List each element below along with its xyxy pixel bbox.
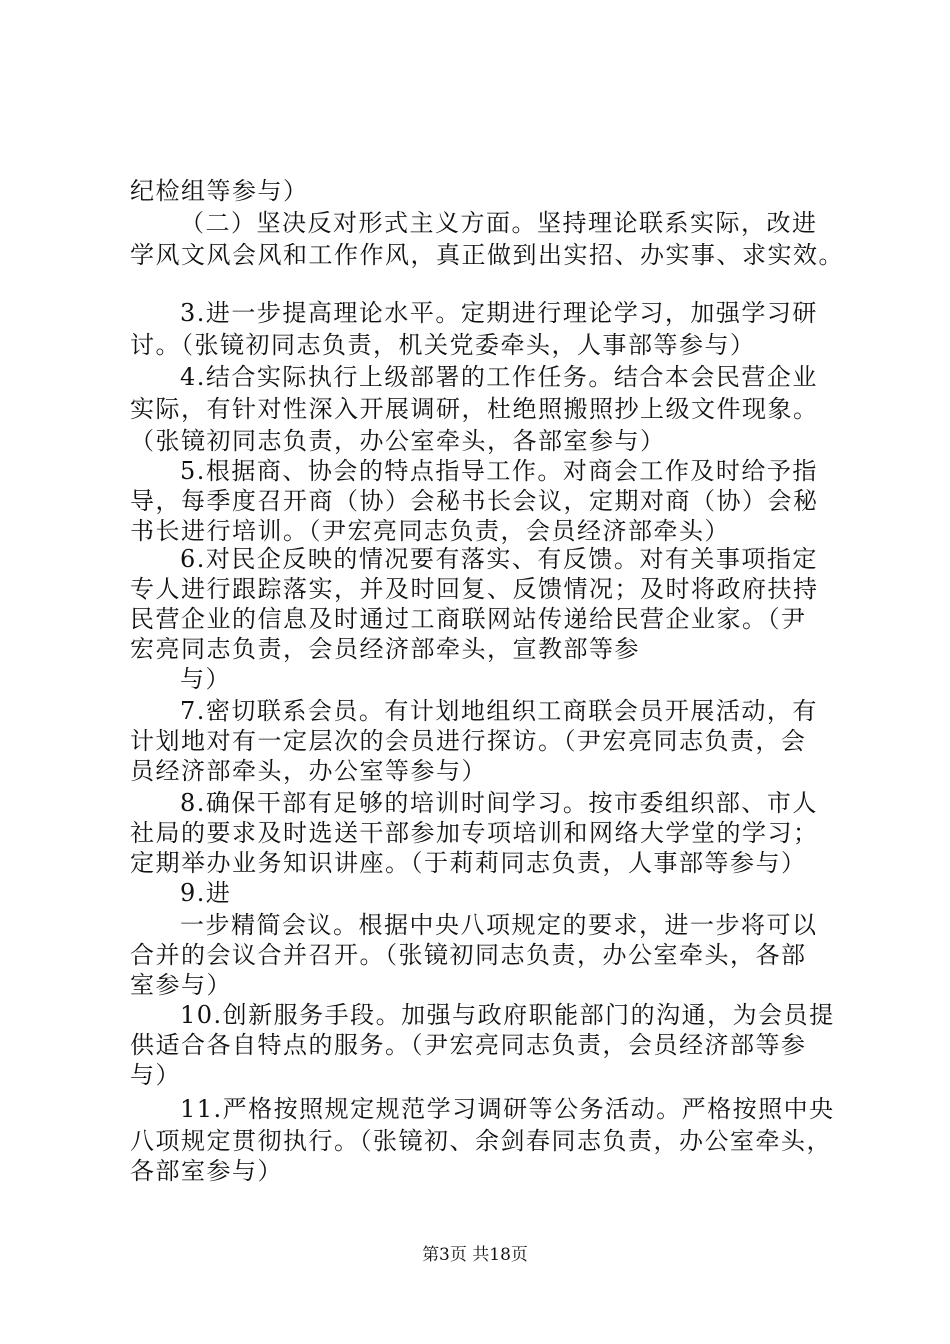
text-line: 各部室参与） xyxy=(130,1157,283,1185)
list-item: 4.结合实际执行上级部署的工作任务。结合本会民营企业 xyxy=(180,363,818,391)
text-line: 实际，有针对性深入开展调研，杜绝照搬照抄上级文件现象。 xyxy=(130,395,819,423)
text-line: 八项规定贯彻执行。（张镜初、余剑春同志负责，办公室牵头， xyxy=(130,1127,832,1155)
list-item: 8.确保干部有足够的培训时间学习。按市委组织部、市人 xyxy=(180,789,818,817)
text-line: 宏亮同志负责，会员经济部牵头，宣教部等参 xyxy=(130,635,640,663)
text-line: 社局的要求及时选送干部参加专项培训和网络大学堂的学习； xyxy=(130,819,819,847)
text-line: 讨。（张镜初同志负责，机关党委牵头，人事部等参与） xyxy=(130,331,756,359)
text-line: 合并的会议合并召开。（张镜初同志负责，办公室牵头，各部 xyxy=(130,941,807,969)
text-line: （张镜初同志负责，办公室牵头，各部室参与） xyxy=(130,427,666,455)
text-line: 书长进行培训。（尹宏亮同志负责，会员经济部牵头） xyxy=(130,517,730,545)
page-number: 第3页 共18页 xyxy=(422,1245,528,1265)
text-line: 导，每季度召开商（协）会秘书长会议，定期对商（协）会秘 xyxy=(130,487,819,515)
text-line: 纪检组等参与） xyxy=(130,177,309,205)
list-item: 3.进一步提高理论水平。定期进行理论学习，加强学习研 xyxy=(180,299,818,327)
text-line: 员经济部牵头，办公室等参与） xyxy=(130,757,487,785)
text-line: 学风文风会风和工作作风，真正做到出实招、办实事、求实效。 xyxy=(130,241,844,269)
text-line: 与） xyxy=(130,1061,181,1089)
text-line: 供适合各自特点的服务。（尹宏亮同志负责，会员经济部等参 xyxy=(130,1031,807,1059)
text-line: 定期举办业务知识讲座。（于莉莉同志负责，人事部等参与） xyxy=(130,849,807,877)
list-item: 9.进 xyxy=(180,879,232,907)
list-item: 6.对民企反映的情况要有落实、有反馈。对有关事项指定 xyxy=(180,545,818,573)
section-heading: （二）坚决反对形式主义方面。坚持理论联系实际，改进 xyxy=(180,209,818,237)
text-line: 民营企业的信息及时通过工商联网站传递给民营企业家。（尹 xyxy=(130,605,807,633)
text-line: 计划地对有一定层次的会员进行探访。（尹宏亮同志负责，会 xyxy=(130,727,807,755)
list-item: 10.创新服务手段。加强与政府职能部门的沟通，为会员提 xyxy=(180,1001,835,1029)
list-item: 11.严格按照规定规范学习调研等公务活动。严格按照中央 xyxy=(180,1095,835,1123)
text-line: 一步精简会议。根据中央八项规定的要求，进一步将可以 xyxy=(180,911,818,939)
text-line: 与） xyxy=(180,665,231,693)
text-line: 室参与） xyxy=(130,971,232,999)
text-line: 专人进行跟踪落实，并及时回复、反馈情况；及时将政府扶持 xyxy=(130,575,819,603)
list-item: 5.根据商、协会的特点指导工作。对商会工作及时给予指 xyxy=(180,457,818,485)
list-item: 7.密切联系会员。有计划地组织工商联会员开展活动，有 xyxy=(180,697,818,725)
